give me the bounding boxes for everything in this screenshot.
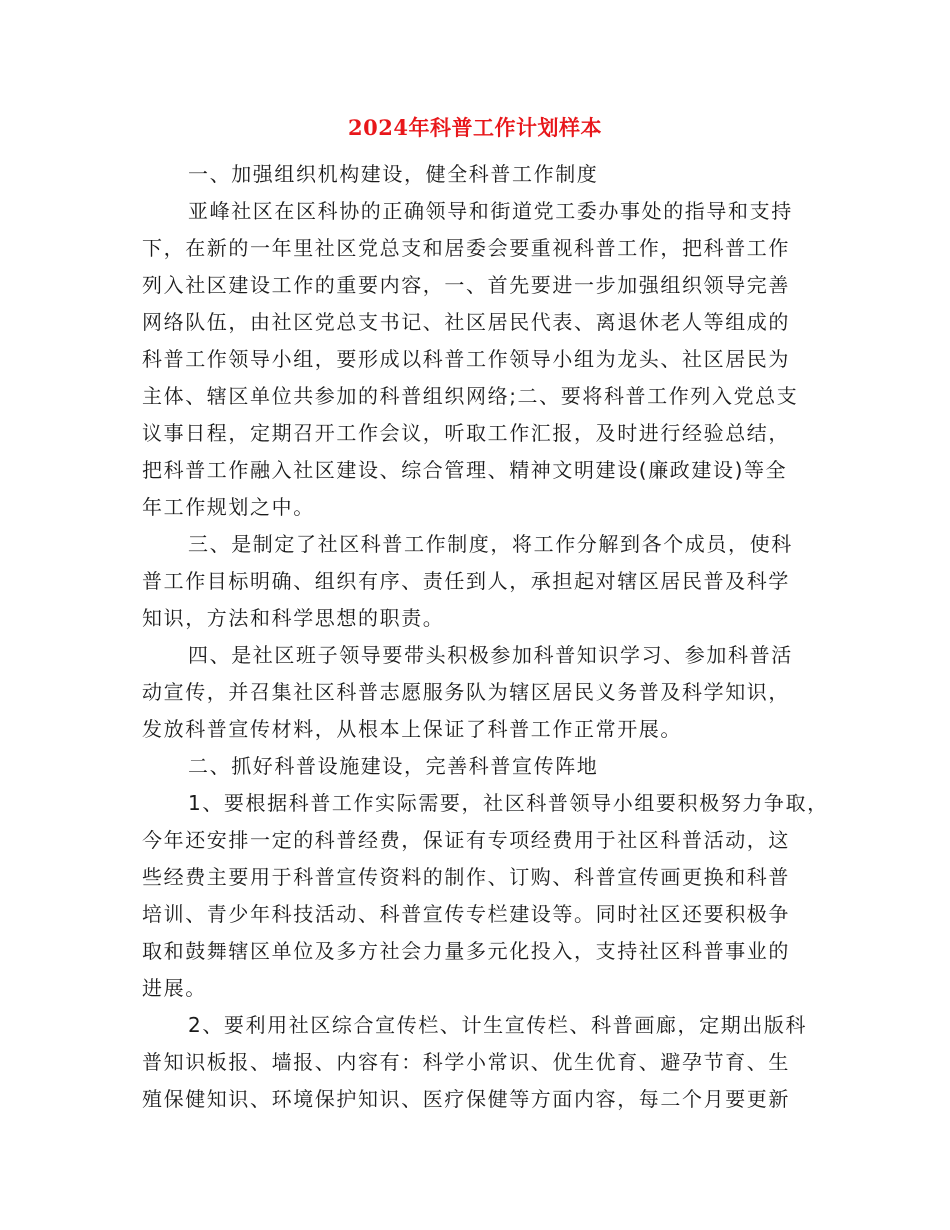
paragraph-line: 取和鼓舞辖区单位及多方社会力量多元化投入，支持社区科普事业的 — [142, 939, 790, 963]
paragraph-line: 普知识板报、墙报、内容有：科学小常识、优生优育、避孕节育、生 — [142, 1050, 790, 1074]
paragraph-line: 三、是制定了社区科普工作制度，将工作分解到各个成员，使科 — [188, 532, 793, 556]
paragraph-line: 普工作目标明确、组织有序、责任到人，承担起对辖区居民普及科学 — [142, 569, 790, 593]
paragraph-line: 知识，方法和科学思想的职责。 — [142, 606, 445, 630]
paragraph-line: 议事日程，定期召开工作会议，听取工作汇报，及时进行经验总结， — [142, 421, 790, 445]
document-title: 2024年科普工作计划样本 — [348, 115, 602, 140]
section-heading-2: 二、抓好科普设施建设，完善科普宣传阵地 — [188, 754, 599, 778]
paragraph-line: 些经费主要用于科普宣传资料的制作、订购、科普宣传画更换和科普 — [142, 865, 790, 889]
section-heading-1: 一、加强组织机构建设，健全科普工作制度 — [188, 162, 599, 186]
paragraph-line: 下，在新的一年里社区党总支和居委会要重视科普工作，把科普工作 — [142, 236, 790, 260]
paragraph-line: 培训、青少年科技活动、科普宣传专栏建设等。同时社区还要积极争 — [142, 902, 790, 926]
paragraph-line: 年工作规划之中。 — [142, 495, 315, 519]
paragraph-line: 列入社区建设工作的重要内容，一、首先要进一步加强组织领导完善 — [142, 273, 790, 297]
paragraph-line: 把科普工作融入社区建设、综合管理、精神文明建设(廉政建设)等全 — [142, 458, 788, 482]
paragraph-line: 主体、辖区单位共参加的科普组织网络;二、要将科普工作列入党总支 — [142, 384, 799, 408]
paragraph-line: 发放科普宣传材料，从根本上保证了科普工作正常开展。 — [142, 717, 682, 741]
paragraph-line: 今年还安排一定的科普经费，保证有专项经费用于社区科普活动，这 — [142, 828, 790, 852]
paragraph-line: 进展。 — [142, 976, 207, 1000]
paragraph-line: 动宣传，并召集社区科普志愿服务队为辖区居民义务普及科学知识， — [142, 680, 790, 704]
paragraph-line: 1、要根据科普工作实际需要，社区科普领导小组要积极努力争取， — [188, 791, 829, 815]
paragraph-line: 网络队伍，由社区党总支书记、社区居民代表、离退休老人等组成的 — [142, 310, 790, 334]
paragraph-line: 四、是社区班子领导要带头积极参加科普知识学习、参加科普活 — [188, 643, 793, 667]
paragraph-line: 亚峰社区在区科协的正确领导和街道党工委办事处的指导和支持 — [188, 199, 793, 223]
document-body — [142, 156, 829, 1118]
paragraph-line: 殖保健知识、环境保护知识、医疗保健等方面内容，每二个月要更新 — [142, 1087, 790, 1111]
paragraph-line: 2、要利用社区综合宣传栏、计生宣传栏、科普画廊，定期出版科 — [188, 1013, 808, 1037]
paragraph-line: 科普工作领导小组，要形成以科普工作领导小组为龙头、社区居民为 — [142, 347, 790, 371]
